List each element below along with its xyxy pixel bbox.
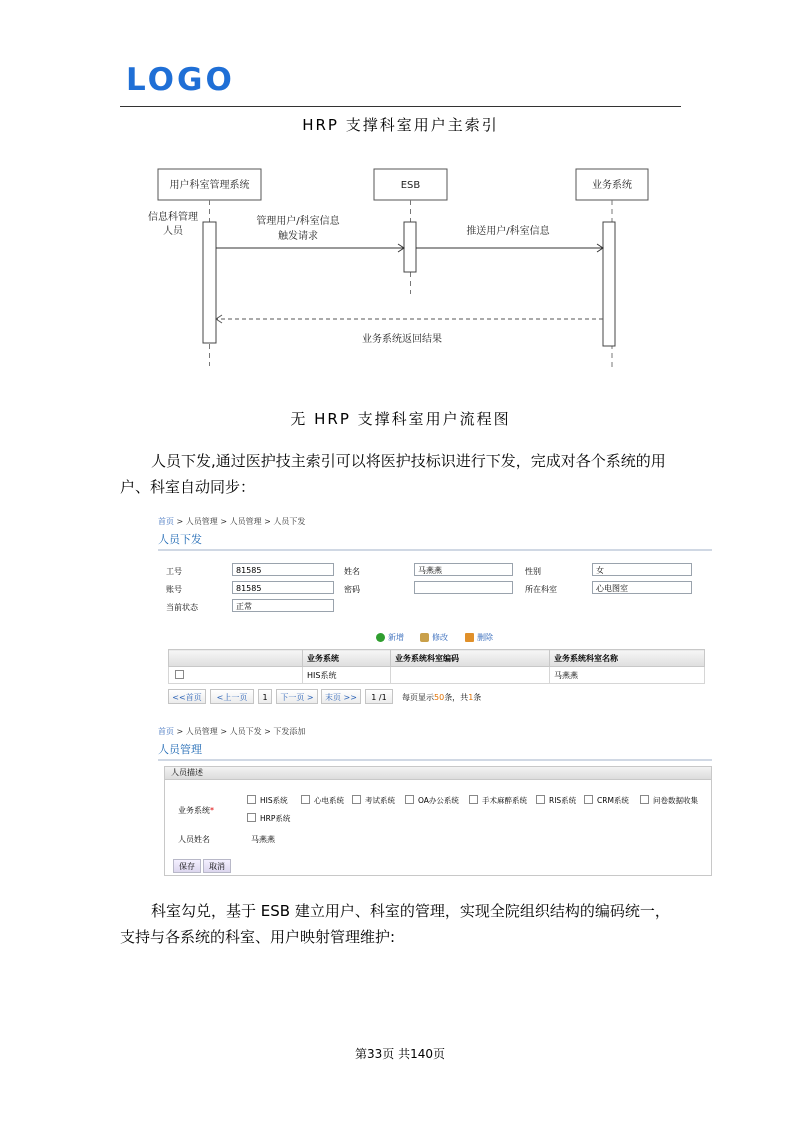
participant-label-business: 业务系统 <box>592 180 632 191</box>
row-dept-name-cell: 马燕燕 <box>550 667 705 684</box>
page-info-total: 1 <box>468 693 474 702</box>
systems-label <box>178 805 214 816</box>
paragraph-2: 科室勾兑，基于 ESB 建立用户、科室的管理，实现全院组织结构的编码统一，支持与各系统的科室、用户映射管理维护: <box>120 902 670 946</box>
status-label: 当前状态 <box>166 603 198 612</box>
diagram-caption: 无 HRP 支撑科室用户流程图 <box>290 410 511 428</box>
row-checkbox[interactable] <box>175 670 184 679</box>
name-label: 姓名 <box>344 567 360 576</box>
column-header-dept-name[interactable]: 业务系统科室名称 <box>550 650 705 667</box>
activation-business <box>603 222 615 346</box>
first-page-button[interactable]: <<首页 <box>168 689 206 704</box>
systems-label-text: 业务系统 <box>178 806 210 815</box>
trash-icon <box>465 633 474 642</box>
system-option-exam[interactable] <box>352 795 395 806</box>
ris-checkbox[interactable] <box>536 795 545 804</box>
exam-label: 考试系统 <box>365 796 395 805</box>
person-name-value: 马燕燕 <box>251 835 275 844</box>
system-option-survey[interactable] <box>640 795 698 806</box>
account-field[interactable]: 81585 <box>232 581 334 594</box>
add-button-label: 新增 <box>388 633 404 642</box>
plus-icon <box>376 633 385 642</box>
pencil-icon <box>420 633 429 642</box>
his-checkbox[interactable] <box>247 795 256 804</box>
delete-button-label: 删除 <box>477 633 493 642</box>
page-info-prefix: 每页显示 <box>402 693 434 702</box>
breadcrumb-home[interactable]: 首页 <box>158 517 174 526</box>
system-option-crm[interactable] <box>584 795 629 806</box>
system-option-oa[interactable] <box>405 795 459 806</box>
ris-label: RIS系统 <box>549 796 577 805</box>
save-button[interactable]: 保存 <box>173 859 201 873</box>
system-option-ris[interactable] <box>536 795 576 806</box>
title-underline-2 <box>158 759 712 761</box>
status-field[interactable]: 正常 <box>232 599 334 612</box>
business-system-table <box>168 649 705 684</box>
dept-label: 所在科室 <box>525 585 557 594</box>
account-label: 账号 <box>166 585 182 594</box>
document-title: HRP 支撑科室用户主索引 <box>302 116 499 134</box>
column-header-select <box>169 650 303 667</box>
system-option-hrp[interactable] <box>247 813 290 824</box>
gender-label: 性别 <box>525 567 541 576</box>
system-option-anesthesia[interactable] <box>469 795 527 806</box>
actor-label-line2: 人员 <box>163 226 183 237</box>
participant-label-esb: ESB <box>400 180 421 191</box>
prev-page-button[interactable]: <上一页 <box>210 689 254 704</box>
breadcrumb <box>158 516 712 527</box>
message-3-label: 业务系统返回结果 <box>362 334 442 345</box>
hrp-checkbox[interactable] <box>247 813 256 822</box>
message-2-label: 推送用户/科室信息 <box>466 226 550 237</box>
name-field[interactable]: 马燕燕 <box>414 563 513 576</box>
oa-label: OA办公系统 <box>418 796 459 805</box>
edit-button[interactable] <box>420 632 448 643</box>
page-info-per-page: 50 <box>434 693 445 702</box>
ecg-label: 心电系统 <box>314 796 344 805</box>
panel-title: 人员描述 <box>165 767 711 780</box>
breadcrumb-path: > 人员管理 > 人员管理 > 人员下发 <box>174 517 306 526</box>
dept-field[interactable]: 心电图室 <box>592 581 692 594</box>
activation-esb <box>404 222 416 272</box>
table-row[interactable] <box>169 667 705 684</box>
system-option-ecg[interactable] <box>301 795 344 806</box>
crm-checkbox[interactable] <box>584 795 593 804</box>
row-select-cell[interactable] <box>169 667 303 684</box>
page-title: 人员下发 <box>158 533 202 546</box>
oa-checkbox[interactable] <box>405 795 414 804</box>
page-title-2: 人员管理 <box>158 743 202 756</box>
page-footer: 第33页 共140页 <box>355 1047 445 1061</box>
row-system-cell: HIS系统 <box>303 667 391 684</box>
next-page-button[interactable]: 下一页 > <box>276 689 318 704</box>
page-number[interactable]: 1 <box>258 689 272 704</box>
delete-button[interactable] <box>465 632 493 643</box>
message-1-line1: 管理用户/科室信息 <box>256 216 340 227</box>
message-1-line2: 触发请求 <box>278 231 318 242</box>
cancel-button[interactable]: 取消 <box>203 859 231 873</box>
emp-no-label: 工号 <box>166 567 182 576</box>
screenshot-dispatch-add <box>158 726 712 881</box>
breadcrumb-2-home[interactable]: 首页 <box>158 727 174 736</box>
add-button[interactable] <box>376 632 404 643</box>
page-info <box>402 692 481 703</box>
his-label: HIS系统 <box>260 796 288 805</box>
column-header-dept-code[interactable]: 业务系统科室编码 <box>391 650 550 667</box>
survey-checkbox[interactable] <box>640 795 649 804</box>
required-mark: * <box>210 806 214 815</box>
edit-button-label: 修改 <box>432 633 448 642</box>
hrp-label: HRP系统 <box>260 814 291 823</box>
logo: LOGO <box>126 62 235 98</box>
password-field[interactable] <box>414 581 513 594</box>
page-of-indicator: 1 /1 <box>365 689 393 704</box>
crm-label: CRM系统 <box>597 796 629 805</box>
title-underline <box>158 549 712 551</box>
breadcrumb-2 <box>158 726 712 737</box>
paragraph-1: 人员下发,通过医护技主索引可以将医护技标识进行下发，完成对各个系统的用户、科室自动同步： <box>120 452 666 496</box>
page-info-suffix: 条 <box>473 693 482 702</box>
gender-field[interactable]: 女 <box>592 563 692 576</box>
last-page-button[interactable]: 末页 >> <box>321 689 361 704</box>
breadcrumb-2-path: > 人员管理 > 人员下发 > 下发添加 <box>174 727 306 736</box>
row-dept-code-cell <box>391 667 550 684</box>
password-label: 密码 <box>344 585 360 594</box>
page-info-mid: 条，共 <box>444 693 469 702</box>
survey-label: 问卷数据收集 <box>653 796 698 805</box>
exam-checkbox[interactable] <box>352 795 361 804</box>
anesthesia-label: 手术麻醉系统 <box>482 796 527 805</box>
person-name-label: 人员姓名 <box>178 835 210 844</box>
anesthesia-checkbox[interactable] <box>469 795 478 804</box>
ecg-checkbox[interactable] <box>301 795 310 804</box>
actor-label-line1: 信息科管理 <box>148 212 198 223</box>
activation-user-dept <box>203 222 216 343</box>
screenshot-user-dispatch <box>158 516 712 716</box>
system-option-his[interactable] <box>247 795 288 806</box>
participant-label-user-dept: 用户科室管理系统 <box>169 180 250 191</box>
column-header-system[interactable]: 业务系统 <box>303 650 391 667</box>
sequence-diagram <box>0 0 800 400</box>
emp-no-field[interactable]: 81585 <box>232 563 334 576</box>
